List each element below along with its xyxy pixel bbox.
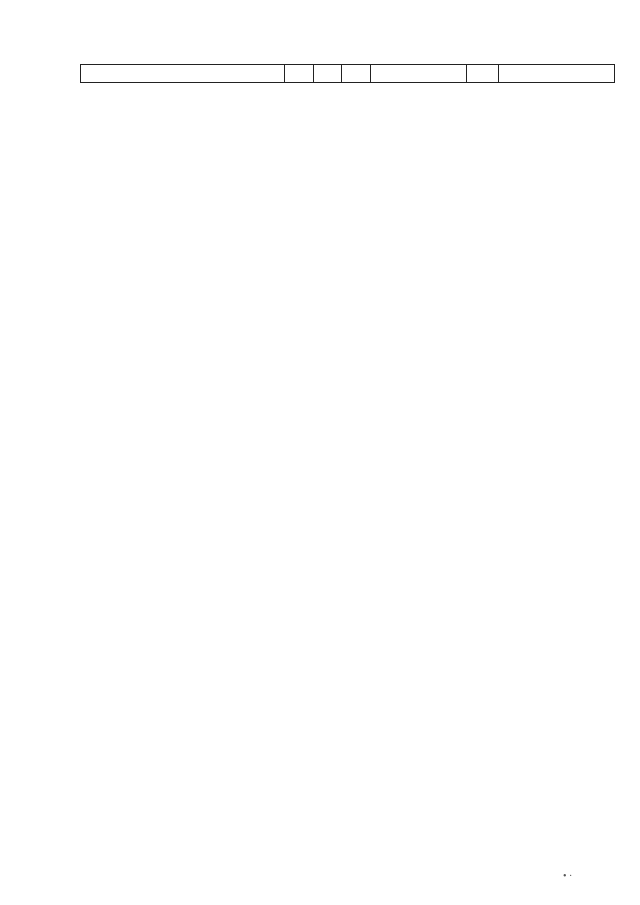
header-cell-3 [313, 64, 342, 83]
scan-speck: • · [563, 871, 573, 882]
header-cell-7 [498, 64, 615, 83]
header-cell-5 [370, 64, 467, 83]
header-cell-4 [341, 64, 371, 83]
header-cell-2 [284, 64, 314, 83]
header-cell-6 [466, 64, 499, 83]
header-cell-1 [80, 64, 285, 83]
